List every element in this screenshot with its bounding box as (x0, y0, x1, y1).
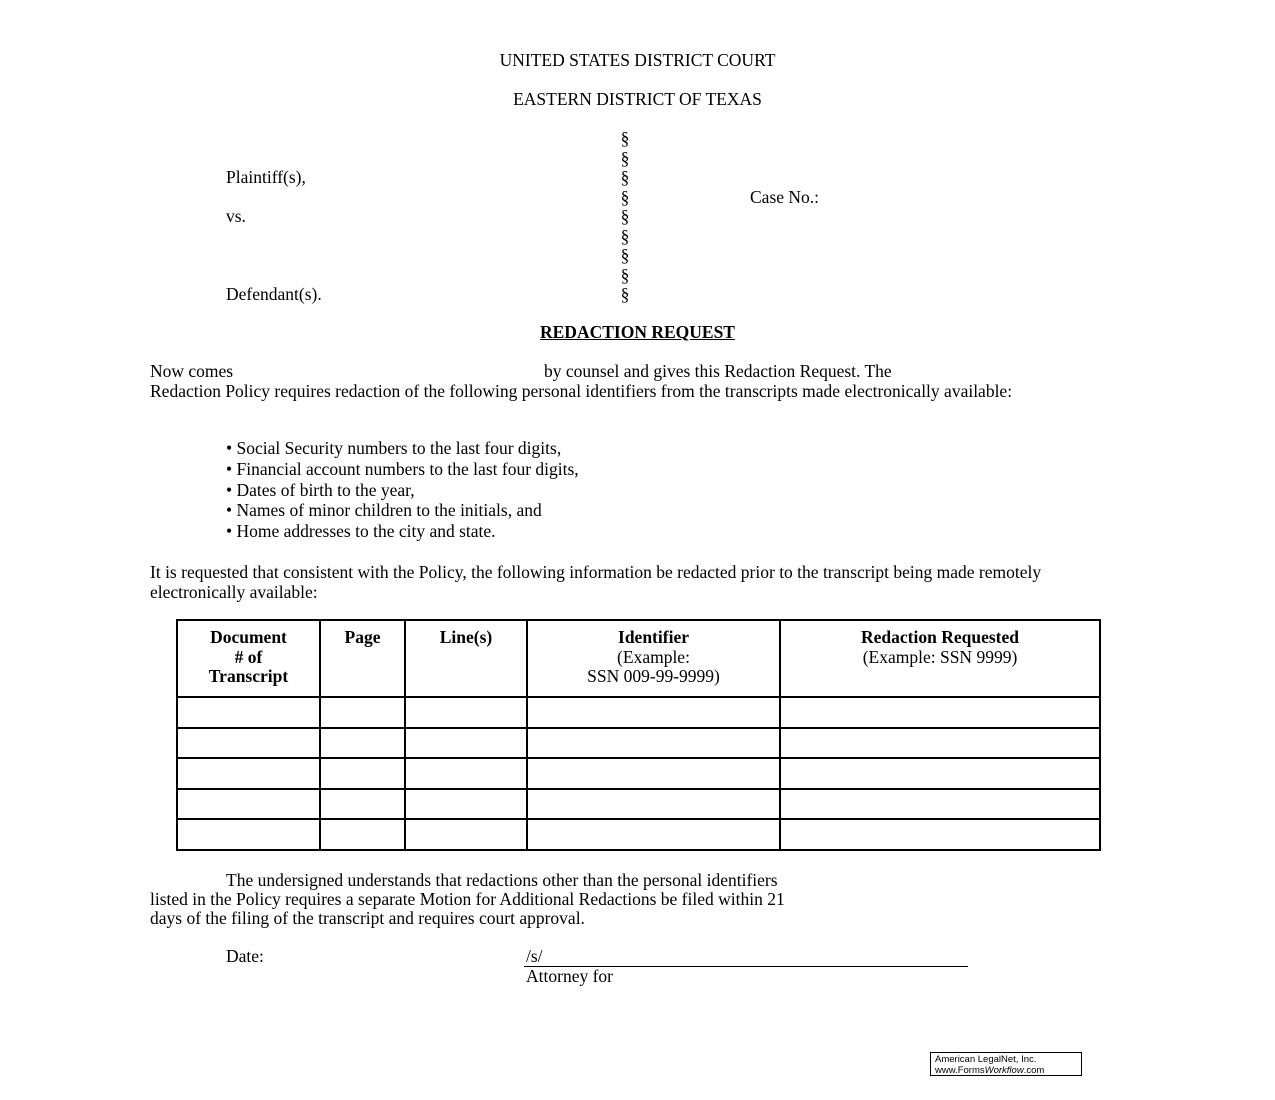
intro-rest: Redaction Policy requires redaction of the following personal identifiers from the transcripts made electronically available: (150, 381, 1013, 401)
list-item: • Home addresses to the city and state. (226, 521, 579, 542)
table-cell-lines[interactable] (405, 697, 527, 728)
column-header-lines (405, 620, 527, 697)
table-cell-redaction[interactable] (780, 728, 1100, 759)
table-cell-lines[interactable] (405, 789, 527, 820)
versus-label: vs. (226, 206, 246, 226)
closing-line: The undersigned understands that redactions other than the personal identifiers (226, 870, 778, 890)
header-example: SSN 009-99-9999) (587, 666, 720, 686)
table-row (177, 819, 1100, 850)
table-cell-document[interactable] (177, 758, 320, 789)
table-cell-document[interactable] (177, 697, 320, 728)
signature-mark: /s/ (526, 946, 543, 966)
table-row (177, 697, 1100, 728)
section-symbol: § (620, 147, 630, 168)
document-title: REDACTION REQUEST (540, 322, 735, 342)
table-cell-identifier[interactable] (527, 758, 780, 789)
table-cell-document[interactable] (177, 789, 320, 820)
header-line: Line(s) (439, 627, 493, 647)
logo-url-suffix: .com (1023, 1065, 1045, 1076)
intro-first-line: by counsel and gives this Redaction Request. The (544, 361, 892, 381)
list-item: • Financial account numbers to the last four digits, (226, 459, 579, 480)
list-item: • Social Security numbers to the last four digits, (226, 438, 579, 459)
signature-line[interactable] (524, 946, 968, 967)
table-cell-page[interactable] (320, 758, 405, 789)
logo-url-italic: Workflow (984, 1065, 1024, 1076)
court-name: UNITED STATES DISTRICT COURT (499, 50, 776, 70)
table-cell-identifier[interactable] (527, 789, 780, 820)
list-item: • Names of minor children to the initials, and (226, 500, 579, 521)
header-line: Transcript (208, 666, 289, 686)
column-header-identifier (527, 620, 780, 697)
request-paragraph: It is requested that consistent with the Policy, the following information be redacted prior to the transcript being made remotely electronically available: (150, 562, 1042, 602)
section-symbol: § (620, 284, 630, 304)
table-row (177, 789, 1100, 820)
section-symbol: § (620, 264, 630, 285)
header-line: Document (210, 627, 287, 647)
section-symbol: § (620, 206, 630, 226)
date-label: Date: (226, 946, 264, 966)
logo-url (935, 1065, 1081, 1076)
identifier-list (226, 438, 579, 542)
table-cell-page[interactable] (320, 697, 405, 728)
redaction-table (176, 619, 1101, 851)
table-cell-lines[interactable] (405, 758, 527, 789)
table-row (177, 758, 1100, 789)
table-cell-identifier[interactable] (527, 697, 780, 728)
table-cell-identifier[interactable] (527, 728, 780, 759)
header-line: Redaction Requested (861, 627, 1019, 647)
column-header-redaction-requested (780, 620, 1100, 697)
header-line: Page (344, 627, 381, 647)
table-cell-redaction[interactable] (780, 697, 1100, 728)
section-symbol: § (620, 245, 630, 265)
plaintiff-label: Plaintiff(s), (226, 167, 306, 187)
table-cell-redaction[interactable] (780, 819, 1100, 850)
logo-url-prefix: www.Forms (935, 1065, 985, 1076)
table-header-row (177, 620, 1100, 697)
now-comes-text: Now comes (150, 361, 234, 381)
publisher-logo (930, 1052, 1082, 1076)
table-cell-document[interactable] (177, 819, 320, 850)
case-number-label: Case No.: (750, 186, 820, 207)
table-cell-lines[interactable] (405, 819, 527, 850)
header-line: # of (234, 646, 263, 667)
table-cell-page[interactable] (320, 819, 405, 850)
table-cell-identifier[interactable] (527, 819, 780, 850)
column-header-document (177, 620, 320, 697)
closing-line: listed in the Policy requires a separate Motion for Additional Redactions be filed within 21 (150, 889, 785, 909)
logo-line: American LegalNet, Inc. (935, 1054, 1037, 1065)
table-cell-redaction[interactable] (780, 789, 1100, 820)
table-cell-redaction[interactable] (780, 758, 1100, 789)
district-name: EASTERN DISTRICT OF TEXAS (513, 89, 762, 109)
section-symbol: § (620, 128, 630, 148)
section-symbol: § (620, 167, 630, 187)
header-example: (Example: (617, 646, 690, 667)
header-example: (Example: SSN 9999) (862, 646, 1018, 667)
section-symbol: § (620, 225, 630, 246)
closing-line: days of the filing of the transcript and requires court approval. (150, 908, 585, 928)
header-line: Identifier (618, 627, 689, 647)
table-cell-page[interactable] (320, 728, 405, 759)
section-symbol: § (620, 186, 630, 207)
table-row (177, 728, 1100, 759)
attorney-for-label: Attorney for (526, 966, 613, 986)
list-item: • Dates of birth to the year, (226, 480, 579, 501)
table-cell-page[interactable] (320, 789, 405, 820)
table-cell-lines[interactable] (405, 728, 527, 759)
table-cell-document[interactable] (177, 728, 320, 759)
defendant-label: Defendant(s). (226, 284, 322, 304)
column-header-page (320, 620, 405, 697)
